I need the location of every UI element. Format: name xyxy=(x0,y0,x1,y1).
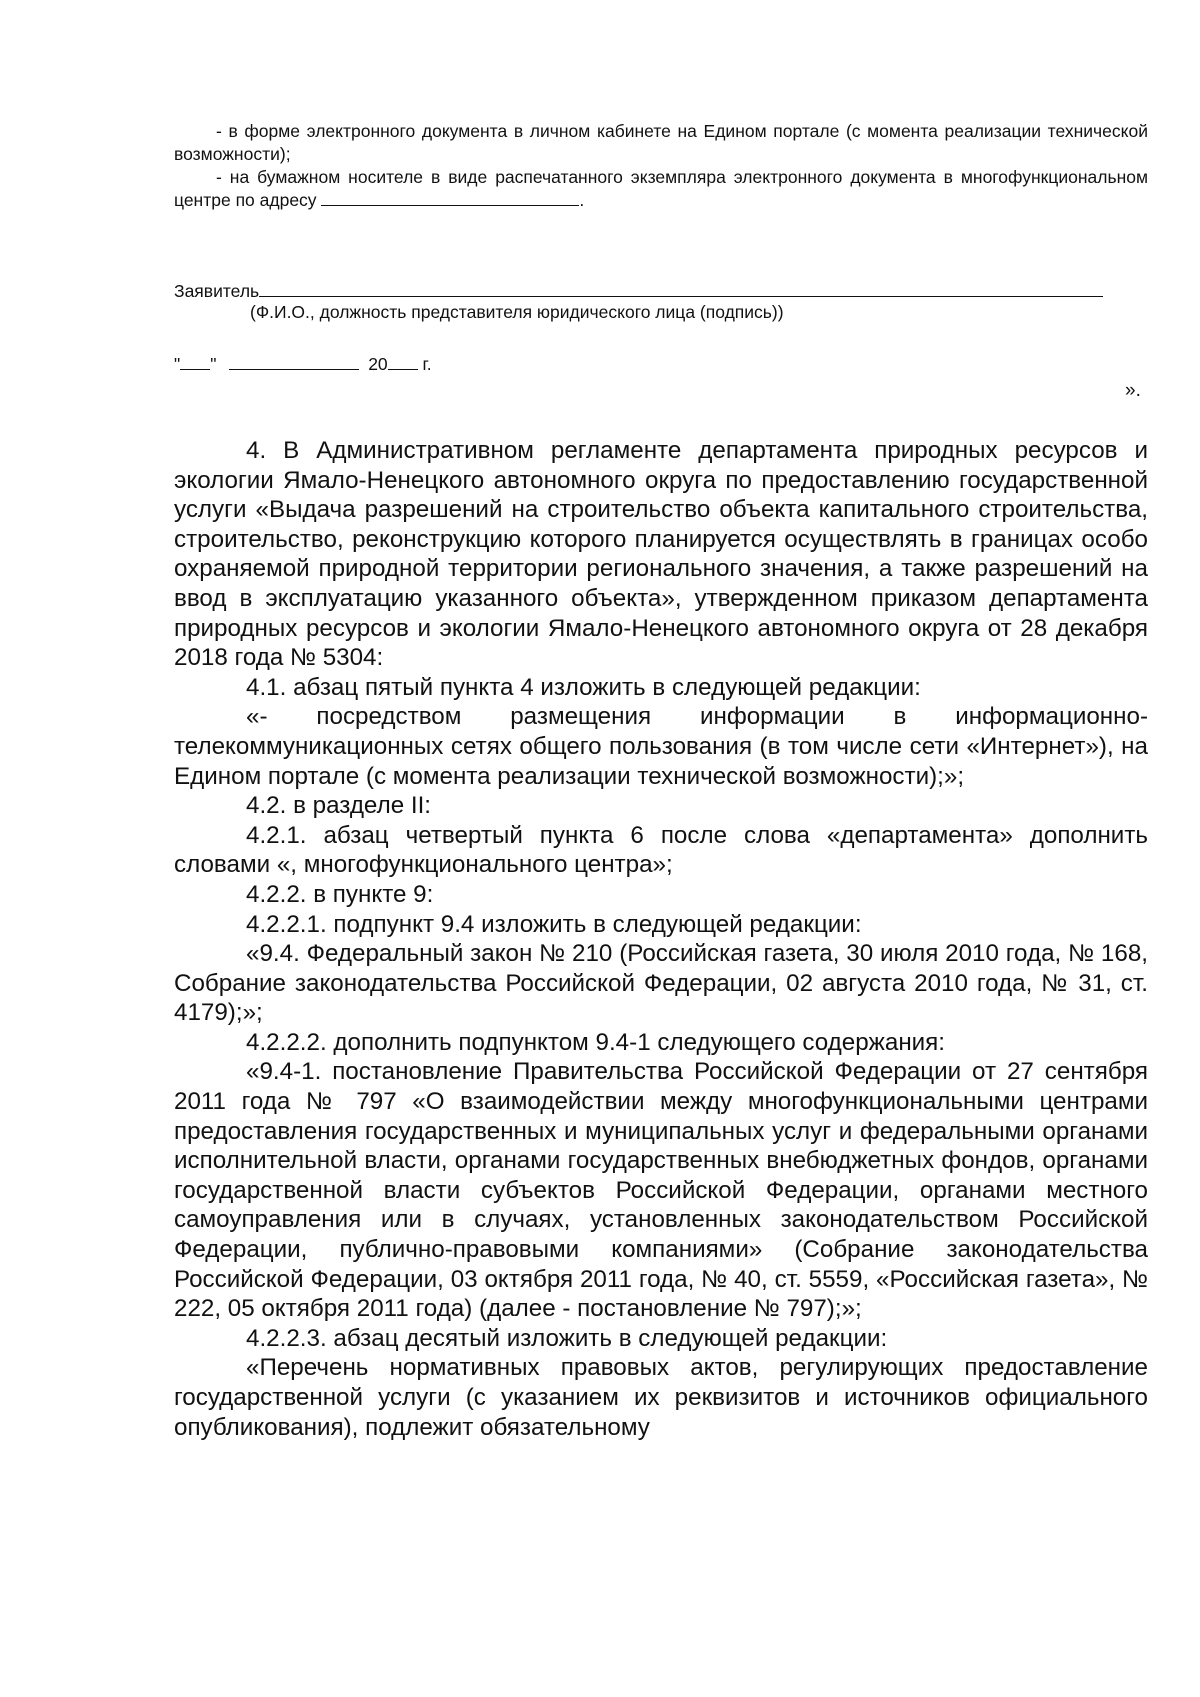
year-prefix: 20 xyxy=(368,354,388,374)
address-blank xyxy=(321,189,579,206)
delivery-option-paper xyxy=(174,166,1148,212)
paragraph-4-2: 4.2. в разделе II: xyxy=(246,792,432,820)
paragraph-4-1-text: «- посредством размещения информации в информационно-телекоммуникационных сетях общего пользования (в том числе сети «Интернет»), на Едином портале (с момента реализации технической возможности);»; xyxy=(174,703,1148,790)
signer-label: Заявитель xyxy=(174,281,260,301)
year-blank xyxy=(388,353,418,370)
delivery-options xyxy=(174,120,1148,212)
paragraph-4-2-2-3: 4.2.2.3. абзац десятый изложить в следующей редакции: xyxy=(246,1324,888,1352)
document-body xyxy=(174,436,1148,1442)
year-suffix: г. xyxy=(422,354,432,374)
paragraph-4-2-2-1: 4.2.2.1. подпункт 9.4 изложить в следующей редакции: xyxy=(246,910,862,938)
paragraph-list-text: «Перечень нормативных правовых актов, регулирующих предоставление государственной услуги (с указанием их реквизитов и источников официального опубликования), подлежит обязательному xyxy=(174,1354,1148,1441)
delivery-option-paper-text: - на бумажном носителе в виде распечатанного экземпляра электронного документа в многофункциональном центре по адресу xyxy=(174,167,1148,210)
date-quote-open: " xyxy=(174,354,181,374)
date-line xyxy=(174,353,432,375)
closing-quote: ». xyxy=(1125,380,1141,401)
delivery-option-paper-end: . xyxy=(579,190,585,210)
delivery-option-electronic: - в форме электронного документа в личном кабинете на Едином портале (с момента реализации технической возможности); xyxy=(174,121,1148,164)
paragraph-9-4-text: «9.4. Федеральный закон № 210 (Российская газета, 30 июля 2010 года, № 168, Собрание законодательства Российской Федерации, 02 августа 2010 года, № 31, ст. 4179);»; xyxy=(174,940,1148,1027)
date-quote-close: " xyxy=(210,354,217,374)
signer-line xyxy=(174,279,1103,302)
signer-caption: (Ф.И.О., должность представителя юридического лица (подпись)) xyxy=(250,302,784,322)
paragraph-4-1: 4.1. абзац пятый пункта 4 изложить в следующей редакции: xyxy=(246,673,921,701)
signature-blank xyxy=(259,279,1103,297)
paragraph-9-4-1-text: «9.4-1. постановление Правительства Российской Федерации от 27 сентября 2011 года № 797 «О взаимодействии между многофункциональными центрами предоставления государственных и муниципальных услуг и федеральными органами исполнительной власти, органами государственных внебюджетных фондов, органами государственной власти субъектов Российской Федерации, органами местного самоуправления или в случаях, установленных законодательством Российской Федерации, публично-правовыми компаниями» (Собрание законодательства Российской Федерации, 03 октября 2011 года, № 40, ст. 5559, «Российская газета», № 222, 05 октября 2011 года) (далее - постановление № 797);»; xyxy=(174,1058,1148,1323)
paragraph-4-2-2: 4.2.2. в пункте 9: xyxy=(246,880,434,908)
paragraph-4: 4. В Административном регламенте департамента природных ресурсов и экологии Ямало-Ненецкого автономного округа по предоставлению государственной услуги «Выдача разрешений на строительство объекта капитального строительства, строительство, реконструкцию которого планируется осуществлять в границах особо охраняемой природной территории регионального значения, а также разрешений на ввод в эксплуатацию указанного объекта», утвержденном приказом департамента природных ресурсов и экологии Ямало-Ненецкого автономного округа от 28 декабря 2018 года № 5304: xyxy=(174,437,1148,672)
paragraph-4-2-1: 4.2.1. абзац четвертый пункта 6 после слова «департамента» дополнить словами «, многофункционального центра»; xyxy=(174,821,1148,879)
paragraph-4-2-2-2: 4.2.2.2. дополнить подпунктом 9.4-1 следующего содержания: xyxy=(246,1028,946,1056)
day-blank xyxy=(180,353,210,370)
month-blank xyxy=(229,353,359,370)
